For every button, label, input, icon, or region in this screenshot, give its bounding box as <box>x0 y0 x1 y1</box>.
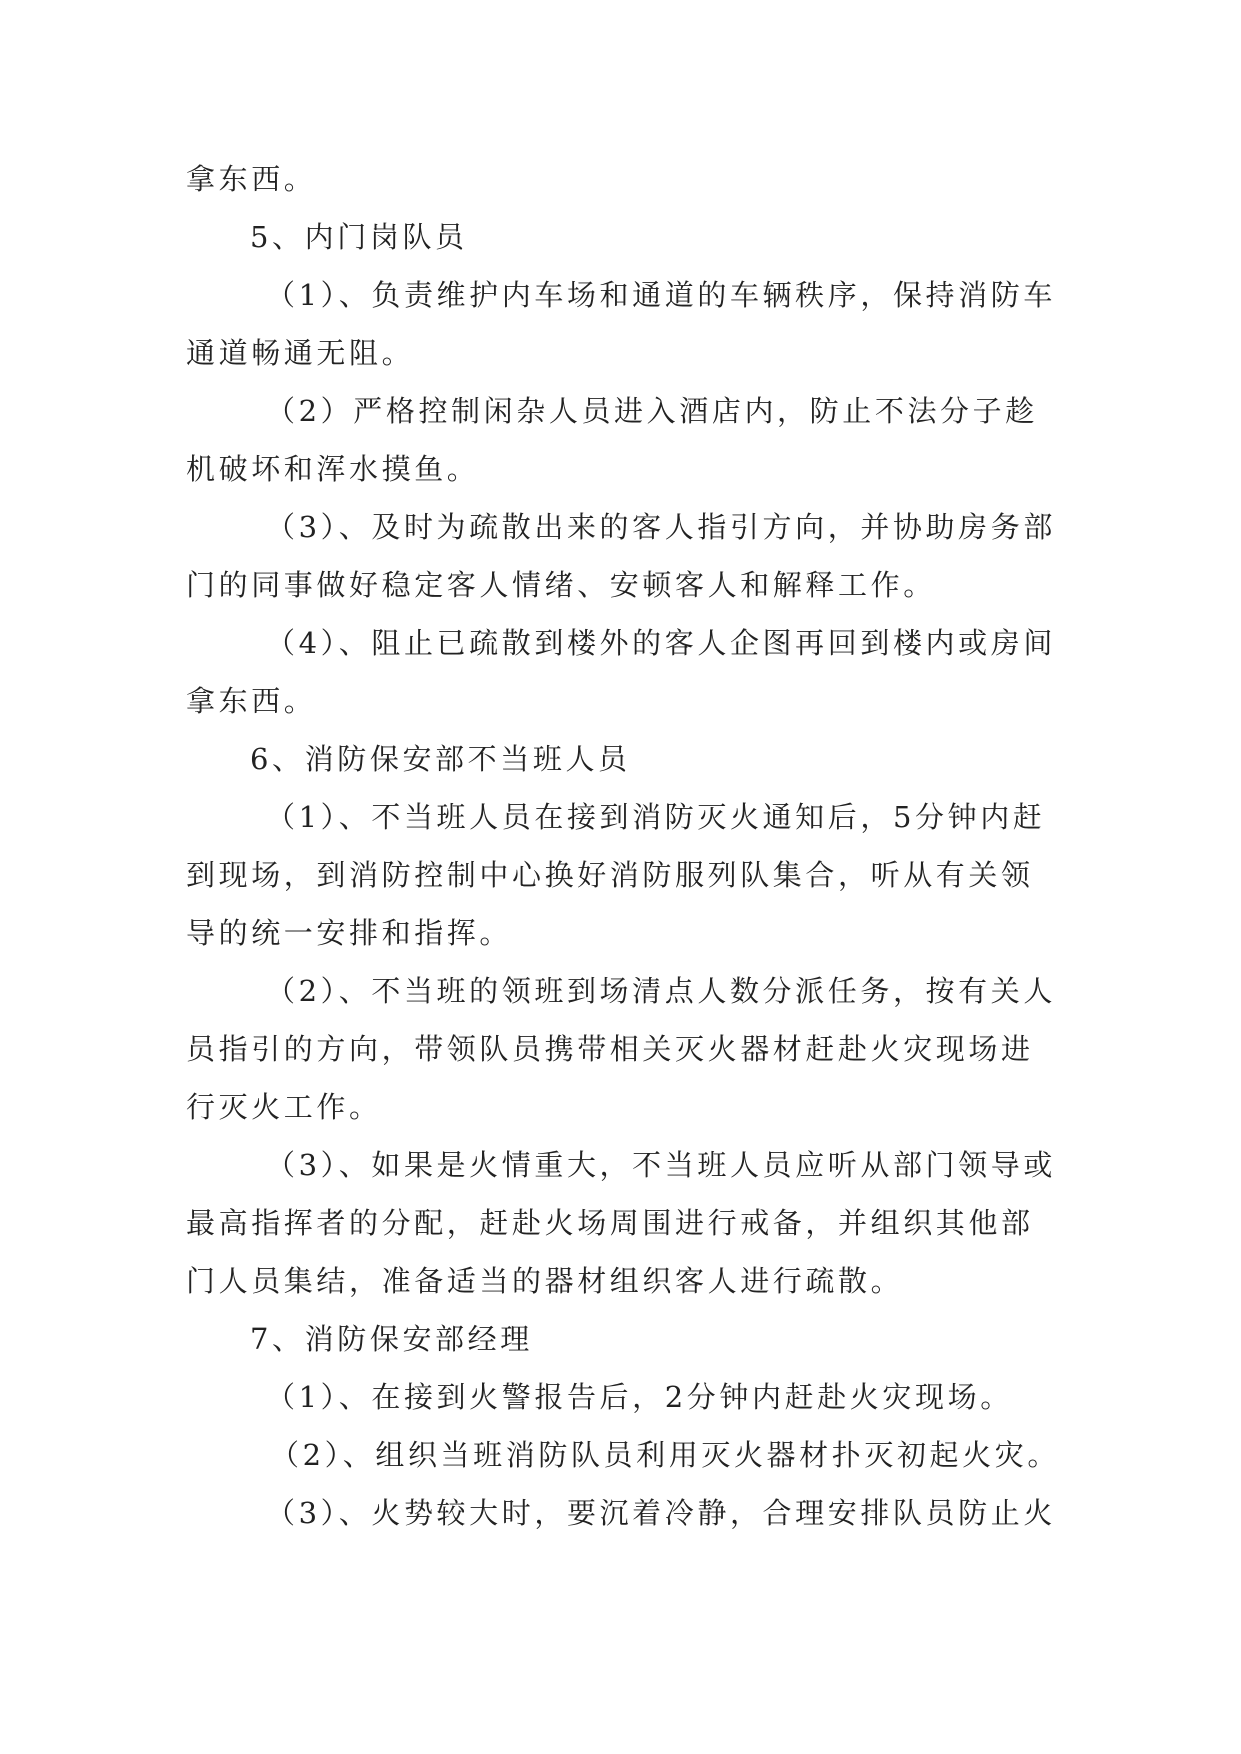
section-heading: 5、内门岗队员 <box>250 220 468 254</box>
text-line: （1）、在接到火警报告后，2分钟内赶赴火灾现场。 <box>266 1380 1013 1414</box>
text-line: （3）、如果是火情重大，不当班人员应听从部门领导或 <box>266 1148 1056 1182</box>
text-line: 门人员集结，准备适当的器材组织客人进行疏散。 <box>186 1264 904 1298</box>
text-line: 员指引的方向，带领队员携带相关灭火器材赶赴火灾现场进 <box>186 1032 1034 1066</box>
text-line: （1）、不当班人员在接到消防灭火通知后，5分钟内赶 <box>266 800 1046 834</box>
text-line: 拿东西。 <box>186 684 317 718</box>
section-heading: 7、消防保安部经理 <box>250 1322 533 1356</box>
text-line: （2）、不当班的领班到场清点人数分派任务，按有关人 <box>266 974 1056 1008</box>
text-line: 机破坏和浑水摸鱼。 <box>186 452 480 486</box>
text-line: 导的统一安排和指挥。 <box>186 916 513 950</box>
text-line: 最高指挥者的分配，赶赴火场周围进行戒备，并组织其他部 <box>186 1206 1034 1240</box>
section-heading: 6、消防保安部不当班人员 <box>250 742 631 776</box>
text-line: 行灭火工作。 <box>186 1090 382 1124</box>
text-line: 到现场，到消防控制中心换好消防服列队集合，听从有关领 <box>186 858 1034 892</box>
text-line: 通道畅通无阻。 <box>186 336 415 370</box>
text-line: （3）、火势较大时，要沉着冷静，合理安排队员防止火 <box>266 1496 1056 1530</box>
text-line: （4）、阻止已疏散到楼外的客人企图再回到楼内或房间 <box>266 626 1056 660</box>
text-line: （2）、组织当班消防队员利用灭火器材扑灭初起火灾。 <box>270 1438 1060 1472</box>
text-line: （2）严格控制闲杂人员进入酒店内，防止不法分子趁 <box>266 394 1038 428</box>
document-body <box>186 150 1060 1542</box>
text-line: （1）、负责维护内车场和通道的车辆秩序，保持消防车 <box>266 278 1056 312</box>
text-line: 拿东西。 <box>186 162 317 196</box>
text-line: （3）、及时为疏散出来的客人指引方向，并协助房务部 <box>266 510 1056 544</box>
text-line: 门的同事做好稳定客人情绪、安顿客人和解释工作。 <box>186 568 936 602</box>
